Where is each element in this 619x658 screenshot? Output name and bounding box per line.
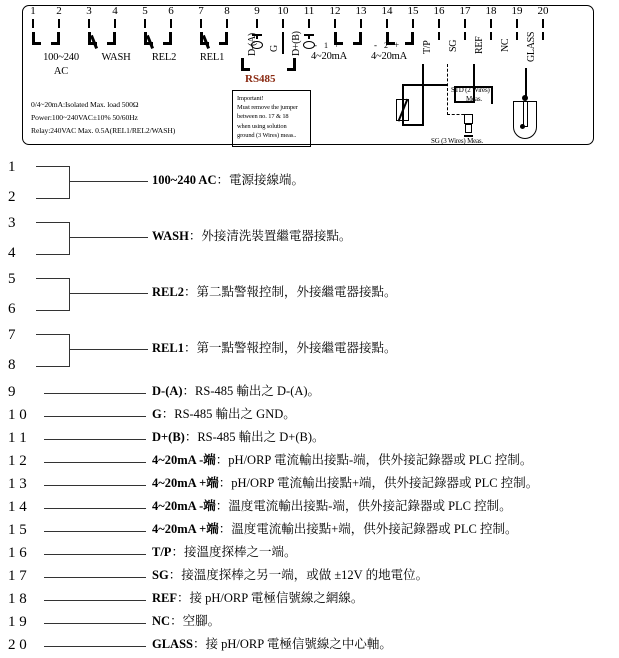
terminal-7 (188, 6, 214, 28)
loop1-label: 4~20mA (311, 51, 347, 62)
terminal-9 (244, 6, 270, 28)
terminal-number-13: 13 (355, 5, 367, 17)
terminal-stem-12 (334, 19, 336, 28)
legend-terminal-number: 1 2 (8, 453, 27, 469)
vlabel-terminal-18: REF (474, 36, 485, 54)
terminal-11 (296, 6, 322, 28)
legend-row (0, 635, 619, 658)
terminal-stem-16 (438, 19, 440, 28)
legend-row (0, 158, 619, 214)
important-note-box (232, 90, 311, 147)
legend-description: G：RS-485 輸出之 GND。 (152, 407, 296, 421)
legend-leader-line (44, 462, 146, 463)
wash-label: WASH (101, 52, 131, 63)
legend-bracket (36, 158, 156, 214)
legend-terminal-number: 1 3 (8, 476, 27, 492)
important-line-4: when using solution (237, 122, 287, 130)
loop2-minus-sign: - (374, 40, 377, 50)
legend-description: 4~20mA +端：pH/ORP 電流輸出接點+端，供外接記錄器或 PLC 控制。 (152, 476, 539, 490)
terminal-screw-mark-8 (217, 32, 228, 45)
terminal-number-3: 3 (86, 5, 92, 17)
terminal-number-2: 2 (56, 5, 62, 17)
terminal-number-9: 9 (254, 5, 260, 17)
terminal-number-10: 10 (277, 5, 289, 17)
spec-line-3: Relay:240VAC Max. 0.5A(REL1/REL2/WASH) (31, 126, 176, 135)
legend-row (0, 543, 619, 566)
legend-bracket (36, 214, 156, 270)
terminal-number-20: 20 (537, 5, 549, 17)
legend-leader-line (44, 531, 146, 532)
loop1-minus-sign: - (314, 40, 317, 50)
terminal-screw-mark-2 (49, 32, 60, 45)
terminal-screw-mark-4 (105, 32, 116, 45)
legend-description: GLASS：接 pH/ORP 電極信號線之中心軸。 (152, 637, 392, 651)
terminal-stem-11 (308, 19, 310, 28)
loop2-number: 2 (384, 41, 388, 50)
legend-row (0, 589, 619, 612)
terminal-stem-6 (170, 19, 172, 28)
terminal-stem-15 (412, 19, 414, 28)
glass-electrode-dot (520, 124, 525, 129)
terminal-stem-4 (114, 19, 116, 28)
legend-row (0, 497, 619, 520)
legend-terminal-number: 1 0 (8, 407, 27, 423)
legend-description: REL1：第一點警報控制，外接繼電器接點。 (152, 341, 397, 355)
legend-row (0, 566, 619, 589)
vlabel-terminal-9: D-(A) (247, 33, 258, 56)
std-note-line2: Meas. (466, 95, 482, 103)
rs485-bracket-right (285, 58, 296, 71)
legend-row (0, 428, 619, 451)
terminal-19 (504, 6, 530, 28)
rs485-bracket-left (241, 58, 252, 71)
legend-leader-line (44, 600, 146, 601)
rs485-label: RS485 (245, 73, 276, 85)
rel1-label: REL1 (199, 52, 225, 63)
legend-row (0, 382, 619, 405)
legend-row (0, 214, 619, 270)
legend-leader-line (44, 508, 146, 509)
wire-tp-top (402, 84, 448, 86)
sg-note: SG (3 Wires) Meas. (431, 137, 483, 145)
terminal-stem-19 (516, 19, 518, 28)
std-electrode-tip (465, 124, 472, 133)
terminal-stem-9 (256, 19, 258, 28)
legend-description: 100~240 AC：電源接線端。 (152, 173, 305, 187)
terminal-15 (400, 6, 426, 28)
terminal-pin-18 (490, 32, 492, 40)
terminal-number-11: 11 (303, 5, 315, 17)
vlabel-terminal-11: D+(B) (291, 31, 302, 56)
terminal-10 (270, 6, 296, 28)
terminal-4 (102, 6, 128, 28)
legend-description: D-(A)：RS-485 輸出之 D-(A)。 (152, 384, 321, 398)
terminal-1 (20, 6, 46, 28)
loop2-plus-sign: + (394, 40, 399, 50)
terminal-20 (530, 6, 556, 28)
terminal-pin-20 (542, 32, 544, 40)
terminal-number-16: 16 (433, 5, 445, 17)
terminal-stem-14 (386, 19, 388, 28)
vlabel-terminal-16: T/P (422, 40, 433, 54)
legend-terminal-number: 3 (8, 215, 16, 231)
legend-row (0, 451, 619, 474)
terminal-stem-2 (58, 19, 60, 28)
important-line-1: Important! (237, 95, 264, 102)
legend-terminal-number: 1 1 (8, 430, 27, 446)
wire-sg-dashed (447, 64, 448, 115)
std-electrode-body (464, 114, 473, 124)
terminal-number-17: 17 (459, 5, 471, 17)
legend-leader-line (44, 646, 146, 647)
wire-tp-vertical (422, 64, 424, 126)
terminal-17 (452, 6, 478, 28)
legend-description: REF：接 pH/ORP 電極信號線之網線。 (152, 591, 364, 605)
terminal-13 (348, 6, 374, 28)
legend-bracket (36, 270, 156, 326)
legend-bracket (36, 326, 156, 382)
terminal-stem-5 (144, 19, 146, 28)
glass-electrode-inner (523, 101, 528, 127)
legend-description: 4~20mA -端：pH/ORP 電流輸出接點-端，供外接記錄器或 PLC 控制。 (152, 453, 533, 467)
legend-leader-line (44, 393, 146, 394)
legend-terminal-number: 1 9 (8, 614, 27, 630)
loop1-plus-sign: + (334, 40, 339, 50)
legend-terminal-number: 1 5 (8, 522, 27, 538)
vlabel-terminal-17: SG (448, 39, 459, 52)
wire-glass-vertical (525, 68, 527, 98)
legend-terminal-number: 1 4 (8, 499, 27, 515)
legend-description: D+(B)：RS-485 輸出之 D+(B)。 (152, 430, 325, 444)
legend-terminal-number: 5 (8, 271, 16, 287)
terminal-2 (46, 6, 72, 28)
wire-tp-bottom (402, 124, 424, 126)
terminal-number-4: 4 (112, 5, 118, 17)
terminal-18 (478, 6, 504, 28)
legend-terminal-number: 2 0 (8, 637, 27, 653)
rel2-label: REL2 (151, 52, 177, 63)
legend-description: REL2：第二點警報控制，外接繼電器接點。 (152, 285, 397, 299)
terminal-pin-19 (516, 32, 518, 40)
legend-leader-line (44, 416, 146, 417)
legend-description: 4~20mA +端：溫度電流輸出接點+端，供外接記錄器或 PLC 控制。 (152, 522, 518, 536)
terminal-5 (132, 6, 158, 28)
spec-line-2: Power:100~240VAC±10% 50/60Hz (31, 113, 138, 122)
terminal-screw-mark-1 (32, 32, 43, 45)
specification-text (31, 98, 175, 137)
legend-leader-line (44, 439, 146, 440)
vlabel-terminal-20: GLASS (526, 31, 537, 62)
terminal-14 (374, 6, 400, 28)
wire-ref-right (491, 86, 493, 104)
terminal-number-15: 15 (407, 5, 419, 17)
terminal-number-12: 12 (329, 5, 341, 17)
terminal-stem-8 (226, 19, 228, 28)
legend-terminal-number: 1 8 (8, 591, 27, 607)
legend-leader-line (44, 577, 146, 578)
power-label-line2: AC (53, 66, 69, 77)
legend-description: SG：接溫度探棒之另一端，或做 ±12V 的地電位。 (152, 568, 429, 582)
loop2-label: 4~20mA (371, 51, 407, 62)
terminal-pin-17 (464, 32, 466, 40)
terminal-screw-mark-15 (403, 32, 414, 45)
terminal-stem-17 (464, 19, 466, 28)
legend-leader-line (44, 485, 146, 486)
terminal-stem-13 (360, 19, 362, 28)
legend-terminal-number: 1 6 (8, 545, 27, 561)
legend-description: 4~20mA -端：溫度電流輸出接點-端，供外接記錄器或 PLC 控制。 (152, 499, 512, 513)
terminal-3 (76, 6, 102, 28)
terminal-16 (426, 6, 452, 28)
legend-description: NC：空腳。 (152, 614, 221, 628)
important-line-5: ground (3 Wires) meas.. (237, 131, 297, 139)
legend-terminal-number: 1 7 (8, 568, 27, 584)
terminal-number-19: 19 (511, 5, 523, 17)
legend-description: T/P：接溫度探棒之一端。 (152, 545, 297, 559)
terminal-12 (322, 6, 348, 28)
terminal-screw-mark-13 (351, 32, 362, 45)
legend-row (0, 520, 619, 543)
terminal-number-6: 6 (168, 5, 174, 17)
legend-row (0, 405, 619, 428)
loop1-number: 1 (324, 41, 328, 50)
legend-terminal-number: 6 (8, 301, 16, 317)
important-line-2: Must remove the jumper (237, 104, 298, 112)
legend-terminal-number: 9 (8, 384, 16, 400)
terminal-stem-20 (542, 19, 544, 28)
legend-leader-line (44, 554, 146, 555)
terminal-number-8: 8 (224, 5, 230, 17)
terminal-block-diagram (22, 5, 594, 145)
important-line-3: between no. 17 & 18 (237, 113, 289, 121)
terminal-8 (214, 6, 240, 28)
legend-description: WASH：外接清洗裝置繼電器接點。 (152, 229, 352, 243)
terminal-pin-16 (438, 32, 440, 40)
terminal-number-1: 1 (30, 5, 36, 17)
legend-terminal-number: 4 (8, 245, 16, 261)
terminal-stem-10 (282, 19, 284, 28)
std-note-line1: STD (2 Wires) (451, 86, 490, 94)
terminal-number-7: 7 (198, 5, 204, 17)
terminal-stem-1 (32, 19, 34, 28)
legend-row (0, 474, 619, 497)
legend-row (0, 326, 619, 382)
terminal-6 (158, 6, 184, 28)
legend-row (0, 612, 619, 635)
terminal-number-18: 18 (485, 5, 497, 17)
legend-row (0, 270, 619, 326)
terminal-screw-mark-6 (161, 32, 172, 45)
terminal-number-5: 5 (142, 5, 148, 17)
legend-leader-line (44, 623, 146, 624)
legend-terminal-number: 8 (8, 357, 16, 373)
vlabel-terminal-19: NC (500, 38, 511, 52)
terminal-stem-7 (200, 19, 202, 28)
terminal-number-14: 14 (381, 5, 393, 17)
spec-line-1: 0/4~20mA:Isolated Max. load 500Ω (31, 100, 139, 109)
legend-terminal-number: 1 (8, 159, 16, 175)
legend-terminal-number: 2 (8, 189, 16, 205)
power-label-line1: 100~240 (43, 52, 79, 63)
vlabel-terminal-10: G (269, 45, 280, 52)
legend-terminal-number: 7 (8, 327, 16, 343)
terminal-stem-18 (490, 19, 492, 28)
terminal-stem-3 (88, 19, 90, 28)
